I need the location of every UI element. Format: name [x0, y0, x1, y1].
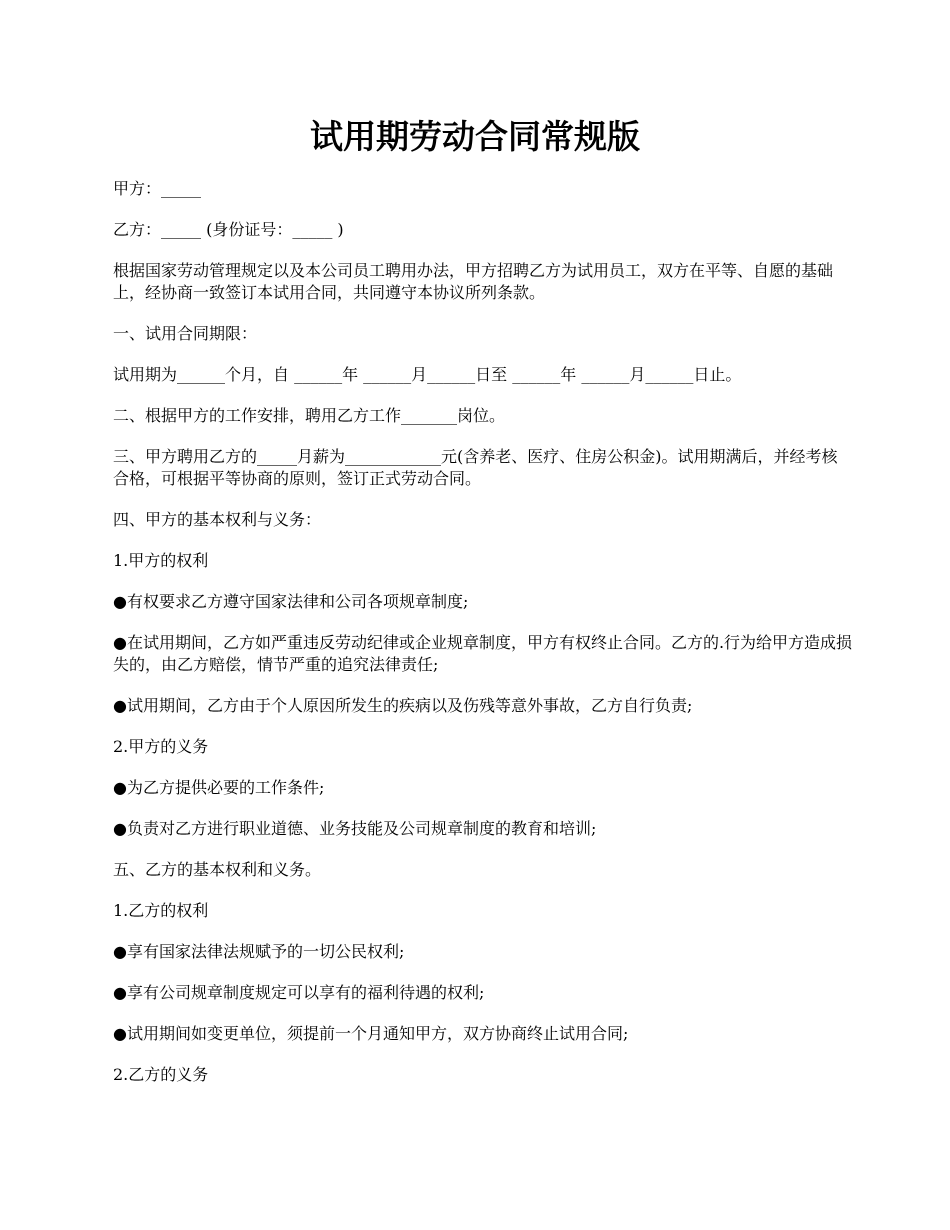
- party-a-line: 甲方：_____: [113, 179, 202, 198]
- bullet-item: ●享有公司规章制度规定可以享有的福利待遇的权利;: [113, 983, 485, 1002]
- section-3-paragraph: 三、甲方聘用乙方的_____月薪为____________元(含养老、医疗、住房公积金)。试用期满后，并经考核合格，可根据平等协商的原则，签订正式劳动合同。: [113, 447, 838, 488]
- bullet-item: ●负责对乙方进行职业道德、业务技能及公司规章制度的教育和培训;: [113, 819, 597, 838]
- bullet-item: ●在试用期间，乙方如严重违反劳动纪律或企业规章制度，甲方有权终止合同。乙方的.行为给甲方造成损失的，由乙方赔偿，情节严重的追究法律责任;: [113, 633, 853, 674]
- bullet-item: ●享有国家法律法规赋予的一切公民权利;: [113, 942, 405, 961]
- subheading-party-a-obligations: 2.甲方的义务: [113, 737, 209, 756]
- probation-period-line: 试用期为______个月，自 ______年 ______月______日至 ______年 ______月______日止。: [113, 365, 742, 384]
- section-heading-1: 一、试用合同期限：: [113, 324, 258, 343]
- section-heading-4: 四、甲方的基本权利与义务：: [113, 510, 322, 529]
- party-b-line: 乙方：_____ (身份证号：_____ ): [113, 220, 344, 239]
- bullet-item: ●有权要求乙方遵守国家法律和公司各项规章制度;: [113, 592, 469, 611]
- bullet-item: ●试用期间，乙方由于个人原因所发生的疾病以及伤残等意外事故，乙方自行负责;: [113, 696, 693, 715]
- section-2-paragraph: 二、根据甲方的工作安排，聘用乙方工作_______岗位。: [113, 406, 506, 425]
- subheading-party-b-rights: 1.乙方的权利: [113, 901, 209, 920]
- preamble-paragraph: 根据国家劳动管理规定以及本公司员工聘用办法，甲方招聘乙方为试用员工，双方在平等、自愿的基础上，经协商一致签订本试用合同，共同遵守本协议所列条款。: [113, 261, 834, 302]
- document-body: [113, 178, 853, 1105]
- document-title: 试用期劳动合同常规版: [310, 117, 640, 156]
- subheading-party-b-obligations: 2.乙方的义务: [113, 1065, 209, 1084]
- section-heading-5: 五、乙方的基本权利和义务。: [113, 860, 322, 879]
- subheading-party-a-rights: 1.甲方的权利: [113, 551, 209, 570]
- bullet-item: ●为乙方提供必要的工作条件;: [113, 778, 325, 797]
- bullet-item: ●试用期间如变更单位，须提前一个月通知甲方，双方协商终止试用合同;: [113, 1024, 629, 1043]
